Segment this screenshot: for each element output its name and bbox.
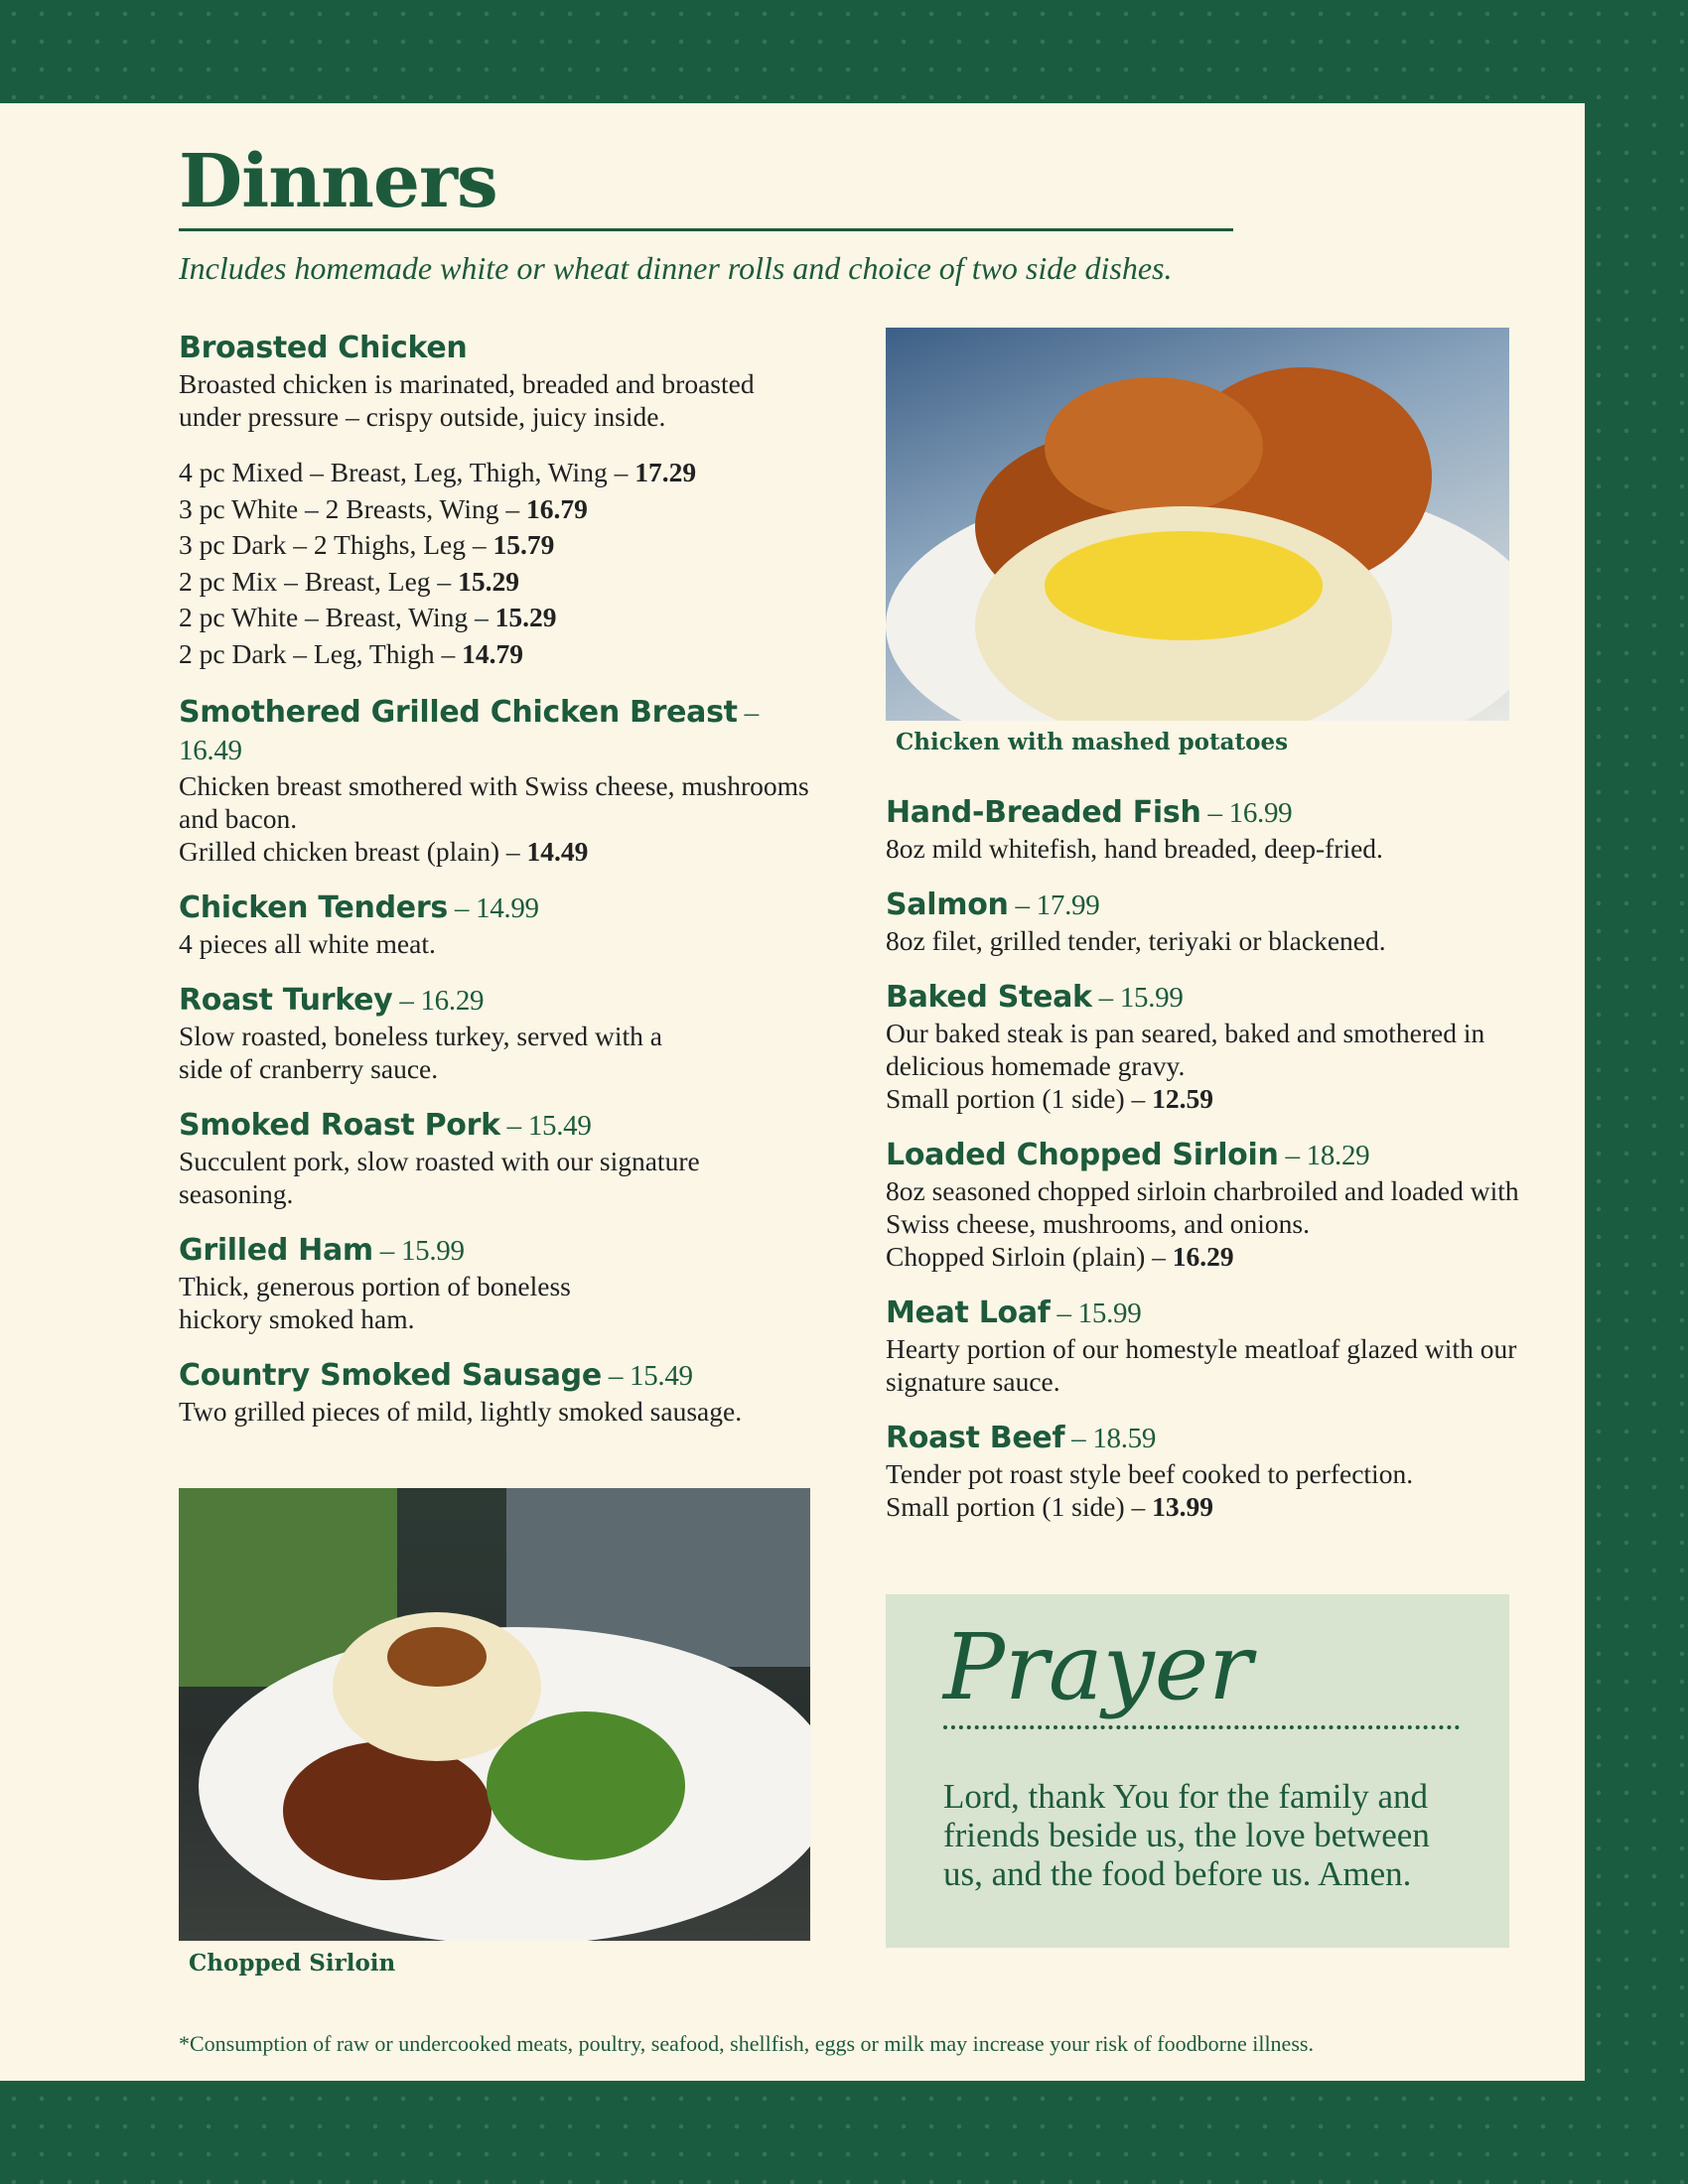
menu-item-broasted-chicken <box>179 330 814 433</box>
item-name: Roast Turkey <box>179 983 393 1018</box>
item-header <box>886 1137 1521 1174</box>
chicken-photo-caption: Chicken with mashed potatoes <box>896 729 1289 755</box>
left-menu-column <box>179 330 814 1449</box>
option-price: 15.79 <box>492 529 555 560</box>
option-row <box>179 491 814 528</box>
prayer-divider <box>943 1725 1460 1729</box>
item-name: Salmon <box>886 887 1009 922</box>
item-price: – 18.29 <box>1278 1140 1370 1171</box>
option-label: 3 pc White – 2 Breasts, Wing – <box>179 492 526 524</box>
item-description: Tender pot roast style beef cooked to perfection. <box>886 1458 1414 1489</box>
item-name: Country Smoked Sausage <box>179 1358 602 1393</box>
item-description: Hearty portion of our homestyle meatloaf glazed with our signature sauce. <box>886 1333 1517 1397</box>
menu-item-smothered-chicken <box>179 694 814 868</box>
item-name: Baked Steak <box>886 980 1092 1015</box>
item-price: – 15.49 <box>499 1110 592 1142</box>
item-description: Two grilled pieces of mild, lightly smoked sausage. <box>179 1396 743 1427</box>
item-price: – 14.99 <box>447 892 539 924</box>
option-price: 15.29 <box>458 565 519 597</box>
page-subtitle: Includes homemade white or wheat dinner rolls and choice of two side dishes. <box>179 250 1173 286</box>
variant-label: Small portion (1 side) – <box>886 1491 1153 1522</box>
option-price: 17.29 <box>634 457 697 487</box>
item-name: Roast Beef <box>886 1421 1065 1455</box>
item-variant <box>886 1240 1521 1273</box>
option-price: 14.79 <box>462 637 523 669</box>
title-underline <box>179 228 1233 231</box>
item-name: Smothered Grilled Chicken Breast <box>179 695 738 730</box>
item-description: 8oz filet, grilled tender, teriyaki or blackened. <box>886 925 1386 956</box>
prayer-box <box>886 1594 1509 1948</box>
item-header <box>179 982 814 1020</box>
food-safety-footnote: *Consumption of raw or undercooked meats, poultry, seafood, shellfish, eggs or milk may increase your risk of foodborne illness. <box>179 2031 1314 2056</box>
variant-price: 16.29 <box>1172 1241 1234 1272</box>
item-name: Chicken Tenders <box>179 890 448 925</box>
item-price: – 15.49 <box>601 1360 693 1392</box>
option-label: 2 pc White – Breast, Wing – <box>179 602 495 632</box>
variant-price: 12.59 <box>1152 1083 1213 1114</box>
menu-item-roast-turkey <box>179 982 814 1085</box>
sirloin-photo-caption: Chopped Sirloin <box>189 1950 396 1977</box>
item-description: 8oz mild whitefish, hand breaded, deep-fried. <box>886 833 1383 864</box>
option-label: 2 pc Dark – Leg, Thigh – <box>179 637 463 669</box>
item-description: Broasted chicken is marinated, breaded and broasted under pressure – crispy outside, juicy inside. <box>179 368 755 432</box>
prayer-title: Prayer <box>943 1614 1253 1720</box>
option-label: 3 pc Dark – 2 Thighs, Leg – <box>179 529 493 560</box>
menu-item-baked-steak <box>886 979 1521 1115</box>
variant-price: 14.49 <box>526 836 589 867</box>
item-description: 8oz seasoned chopped sirloin charbroiled and loaded with Swiss cheese, mushrooms, and onions. <box>886 1175 1519 1239</box>
item-name: Hand-Breaded Fish <box>886 795 1201 830</box>
item-variant <box>886 1082 1521 1115</box>
option-row <box>179 636 814 673</box>
item-price: – 15.99 <box>372 1235 465 1267</box>
variant-label: Small portion (1 side) – <box>886 1083 1153 1114</box>
chopped-sirloin-photo <box>179 1488 810 1941</box>
item-price: – 15.99 <box>1050 1297 1142 1329</box>
item-name: Loaded Chopped Sirloin <box>886 1138 1279 1172</box>
menu-item-smoked-roast-pork <box>179 1107 814 1210</box>
option-row <box>179 600 814 636</box>
item-header <box>179 1107 814 1145</box>
item-header <box>886 887 1521 924</box>
item-variant <box>179 835 814 868</box>
option-row <box>179 564 814 601</box>
item-header <box>179 889 814 927</box>
option-price: 15.29 <box>494 602 557 632</box>
menu-item-salmon <box>886 887 1521 957</box>
menu-item-grilled-ham <box>179 1232 814 1335</box>
item-description: Our baked steak is pan seared, baked and smothered in delicious homemade gravy. <box>886 1018 1485 1081</box>
prayer-text: Lord, thank You for the family and friends beside us, the love between us, and the food before us. Amen. <box>943 1777 1430 1893</box>
menu-item-hand-breaded-fish <box>886 794 1521 865</box>
broasted-chicken-options <box>179 455 814 672</box>
item-variant <box>886 1490 1521 1523</box>
item-description: 4 pieces all white meat. <box>179 928 436 959</box>
item-header <box>886 1295 1521 1332</box>
item-price: – 18.59 <box>1064 1423 1157 1454</box>
option-row <box>179 527 814 564</box>
option-price: 16.79 <box>525 492 588 524</box>
item-name: Broasted Chicken <box>179 331 468 365</box>
variant-label: Chopped Sirloin (plain) – <box>886 1241 1173 1272</box>
menu-item-country-smoked-sausage <box>179 1357 814 1428</box>
variant-price: 13.99 <box>1152 1491 1213 1522</box>
item-name: Meat Loaf <box>886 1296 1051 1330</box>
menu-item-meat-loaf <box>886 1295 1521 1398</box>
item-description: Slow roasted, boneless turkey, served with a side of cranberry sauce. <box>179 1021 662 1084</box>
item-header <box>179 694 814 769</box>
item-header <box>179 1232 814 1270</box>
item-description: Succulent pork, slow roasted with our signature seasoning. <box>179 1146 700 1209</box>
item-header <box>886 1420 1521 1457</box>
item-description: Chicken breast smothered with Swiss cheese, mushrooms and bacon. <box>179 770 809 834</box>
chicken-mashed-potatoes-photo <box>886 328 1509 721</box>
item-name: Smoked Roast Pork <box>179 1108 500 1143</box>
item-price: – 17.99 <box>1008 889 1100 921</box>
right-menu-column <box>886 794 1521 1545</box>
option-label: 2 pc Mix – Breast, Leg – <box>179 565 459 597</box>
option-row <box>179 455 814 491</box>
item-header <box>179 1357 814 1395</box>
item-header <box>886 794 1521 832</box>
item-price: – 16.49 <box>179 697 759 766</box>
item-price: – 16.99 <box>1200 797 1293 829</box>
menu-item-chicken-tenders <box>179 889 814 960</box>
menu-item-roast-beef <box>886 1420 1521 1523</box>
item-price: – 16.29 <box>392 985 485 1017</box>
option-label: 4 pc Mixed – Breast, Leg, Thigh, Wing – <box>179 457 635 487</box>
page-title: Dinners <box>179 139 497 224</box>
menu-item-loaded-chopped-sirloin <box>886 1137 1521 1273</box>
item-price: – 15.99 <box>1091 982 1184 1014</box>
item-name: Grilled Ham <box>179 1233 373 1268</box>
variant-label: Grilled chicken breast (plain) – <box>179 836 527 867</box>
item-description: Thick, generous portion of boneless hickory smoked ham. <box>179 1271 571 1334</box>
item-header <box>886 979 1521 1017</box>
